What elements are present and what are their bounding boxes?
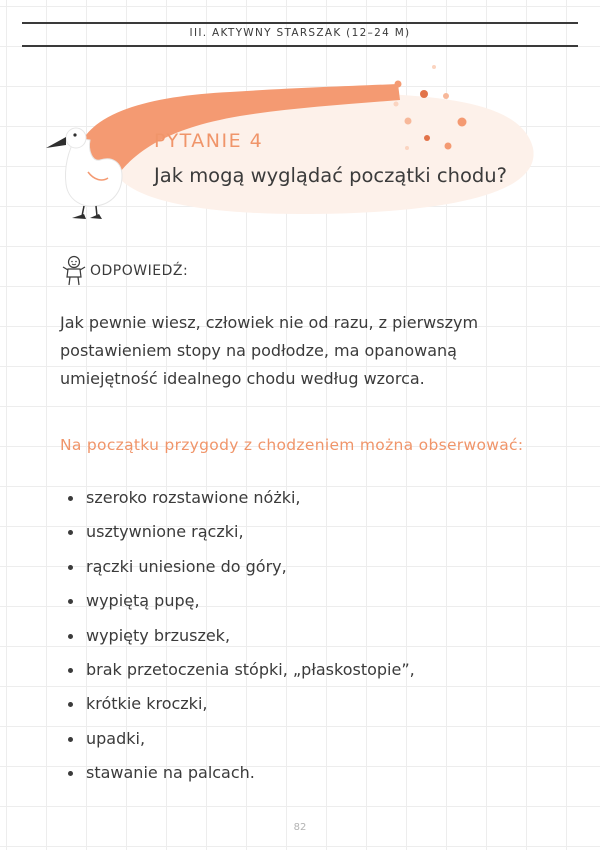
confetti-dot	[420, 90, 428, 98]
list-item	[60, 756, 415, 790]
section-title: III. AKTYWNY STARSZAK (12–24 M)	[189, 27, 411, 39]
list-item	[60, 653, 415, 687]
list-item-text: stawanie na palcach.	[86, 763, 255, 783]
answer-paragraph: Jak pewnie wiesz, człowiek nie od razu, z pierwszym postawieniem stopy na podłodze, ma opanowaną umiejętność idealnego chodu według wzorca.	[60, 313, 479, 388]
observations-list	[60, 481, 415, 791]
list-item-text: wypiętą pupę,	[86, 591, 200, 611]
list-item-text: usztywnione rączki,	[86, 522, 244, 542]
list-item-text: wypięty brzuszek,	[86, 625, 231, 645]
list-item-text: rączki uniesione do góry,	[86, 556, 287, 576]
confetti-dot	[443, 93, 449, 99]
question-text: Jak mogą wyglądać początki chodu?	[154, 164, 507, 187]
bullet-icon	[68, 530, 73, 535]
list-item-text: upadki,	[86, 728, 146, 748]
confetti-dot	[432, 65, 436, 69]
list-item	[60, 515, 415, 549]
answer-label: ODPOWIEDŹ:	[90, 263, 189, 279]
header-bottom-rule	[22, 45, 578, 47]
confetti-dot	[405, 118, 412, 125]
bullet-icon	[68, 496, 73, 501]
confetti-dot	[405, 146, 409, 150]
list-item-text: krótkie kroczki,	[86, 694, 208, 714]
toddler-icon	[60, 255, 88, 287]
list-item-text: szeroko rozstawione nóżki,	[86, 488, 301, 507]
list-item-text: brak przetoczenia stópki, „płaskostopie”,	[86, 659, 415, 679]
list-item	[60, 722, 415, 756]
bullet-icon	[68, 565, 73, 570]
list-item	[60, 481, 415, 515]
bullet-icon	[68, 599, 73, 604]
bullet-icon	[68, 668, 73, 673]
list-item	[60, 550, 415, 584]
header-top-rule	[22, 22, 578, 24]
list-item	[60, 584, 415, 618]
confetti-dot	[394, 102, 399, 107]
page-number: 82	[293, 822, 307, 833]
confetti-dot	[395, 81, 402, 88]
bullet-icon	[68, 634, 73, 639]
question-label: PYTANIE 4	[154, 130, 264, 152]
bullet-icon	[68, 771, 73, 776]
confetti-dot	[458, 118, 467, 127]
list-item	[60, 687, 415, 721]
confetti-dot	[424, 135, 430, 141]
bullet-icon	[68, 702, 73, 707]
observations-heading: Na początku przygody z chodzeniem można obserwować:	[60, 436, 524, 454]
bullet-icon	[68, 737, 73, 742]
list-item	[60, 619, 415, 653]
confetti-dot	[445, 143, 452, 150]
question-banner	[0, 55, 600, 225]
